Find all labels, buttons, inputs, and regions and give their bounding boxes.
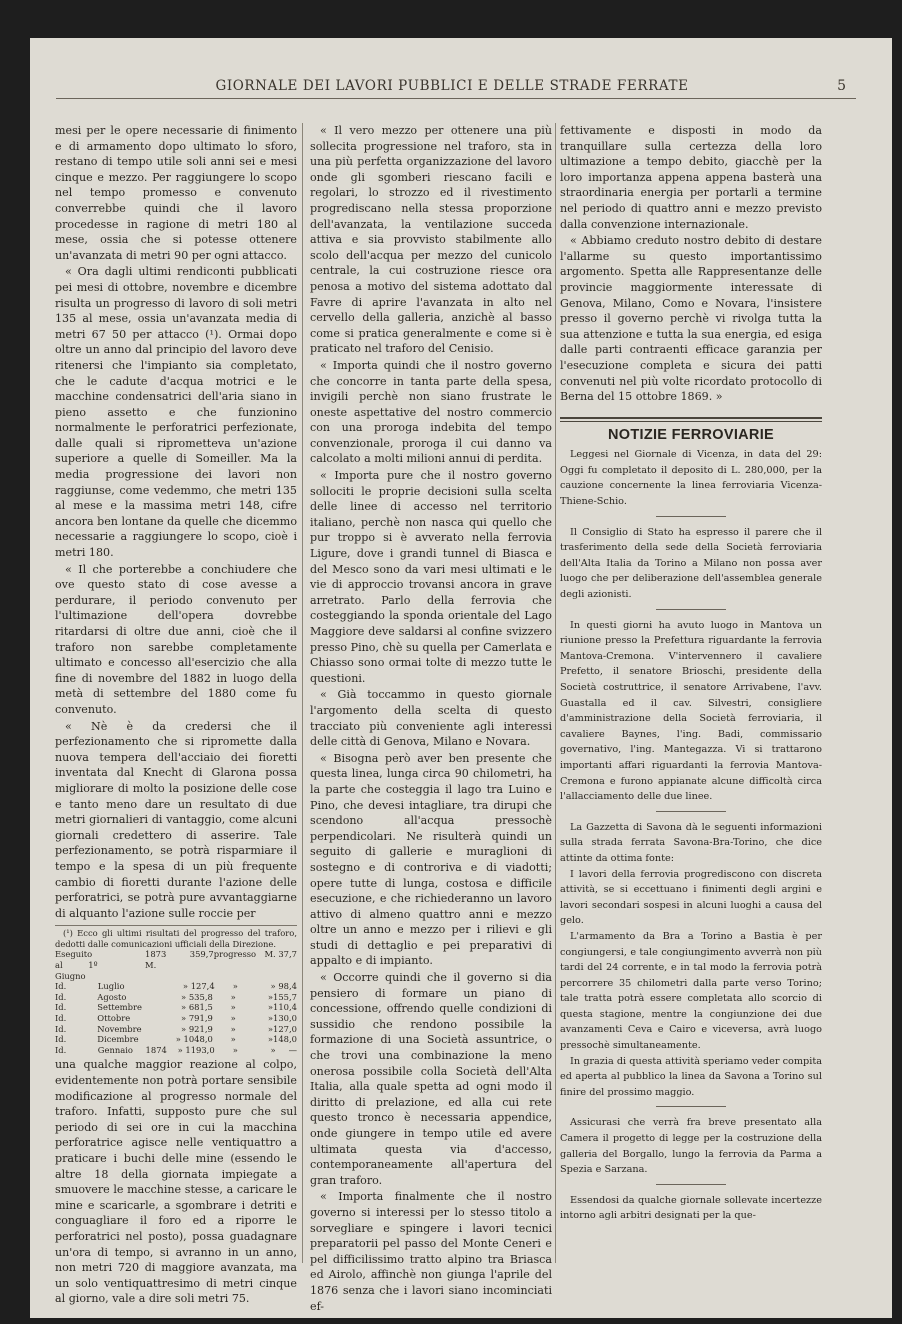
footnote-cell: »: [270, 981, 276, 992]
footnote-head: (¹) Ecco gli ultimi risultati del progresso del traforo, dedotti dalle comunicazioni ufficiali della Direzione.: [55, 928, 297, 949]
footnote-cell: »: [230, 1034, 236, 1045]
footnote-cell: » 127,4: [182, 981, 215, 992]
paragraph: mesi per le opere necessarie di finimento e di armamento dopo ultimato lo sforo, restano di tempo utile soli anni sei e mesi cinque e mezzo. Per raggiungere lo scopo nel tempo promesso e convenuto converrebbe quindi che il lavoro procedesse in ragione di metri 180 al mese, ossia che si potesse ottenere un'avanzata di metri 90 per ogni attacco.: [55, 124, 297, 262]
section-rule-thin: [560, 421, 822, 422]
footnote-row: [55, 1024, 297, 1035]
news-item: Leggesi nel Giornale di Vicenza, in data del 29: Oggi fu completato il deposito di L. 280,000, per la cauzione concernente la linea ferroviaria Vicenza-Thiene-Schio.: [560, 449, 822, 508]
column-divider: [555, 123, 556, 1263]
footnote-cell: Agosto: [97, 991, 127, 1002]
footnote-cell: 1874: [145, 1044, 167, 1055]
footnote-cell: [146, 981, 176, 992]
paragraph: « Importa quindi che il nostro governo che concorre in tanta parte della spesa, invigili perchè non siano frustrate le oneste aspettative del nostro commercio con una proroga indebita del tempo convenzionale, proroga il cui danno va calcolato a molti milioni annui di perdita.: [310, 358, 552, 466]
paragraph: « Nè è da credersi che il perfezionamento che si ripromette dalla nuova tempera dell'acciaio dei fioretti inventata dal Knecht di Glarona possa migliorare di molto la posizione delle cose e tanto meno dare un resultato di due metri giornalieri di vantaggio, come alcuni giornali credettero di asserire. Tale perfezionamento, se potrà risparmiare il tempo e la spesa di un più frequente cambio di fioretti durante l'azione delle perforatrici, se potrà pure avvantaggiarne di alquanto l'azione sulle roccie per: [55, 719, 297, 920]
footnote-cell: [98, 949, 145, 981]
footnote-cell: Id.: [55, 1002, 67, 1013]
paragraph: « Il che porterebbe a conchiudere che ove questo stato di cose avesse a perdurare, il periodo convenuto per l'ultimazione dell'opera dovrebbe ritardarsi di oltre due anni, cioè che il traforo non sarebbe completamente ultimato e concesso all'esercizio che alla fine di novembre del 1882 in luogo della metà di settembre del 1880 come fu convenuto.: [55, 562, 297, 716]
section-rule: [560, 417, 822, 419]
footnote-cell: 359,7: [189, 949, 214, 960]
footnote: [55, 925, 297, 1055]
paragraph: « Importa pure che il nostro governo sollociti le proprie decisioni sulla scelta delle linee di accesso nel territorio italiano, perchè non nasca qui quello che pur troppo si è avverato nella ferrovia Ligure, dove i grandi tunnel di Biasca e del Mesco sono da vari mesi ultimati e le vie di approccio trovansi ancora in grave arretrato. Parlo della ferrovia che costeggiando la sponda orientale del Lago Maggiore deve saldarsi al confine svizzero presso Pino, chè su quella per Camerlata e Chiasso sono ormai tolte di mezzo tutte le questioni.: [310, 469, 552, 685]
paragraph: « Bisogna però aver ben presente che questa linea, lunga circa 90 chilometri, ha la parte che costeggia il lago tra Luino e Pino, che devesi intagliare, tra dirupi che scendono all'acqua pressochè perpendicolari. Ne risulterà quindi un seguito di gallerie e muraglioni di sostegno e di controriva e di viadotti; opere tutte di lunga, costosa e difficile esecuzione, e che richiederanno un lavoro attivo di almeno quattro anni e mezzo oltre un anno e mezzo per i rilievi e gli studi di dettaglio e pei preparativi di appalto e di impianto.: [310, 751, 552, 968]
footnote-cell: Id.: [55, 991, 67, 1002]
footnote-cell: Ottobre: [97, 1013, 131, 1024]
column-divider: [302, 123, 303, 1263]
news-item: La Gazzetta di Savona dà le seguenti informazioni sulla strada ferrata Savona-Bra-Torino, che dice attinte da ottima fonte:: [560, 821, 822, 864]
footnote-cell: »: [230, 1013, 236, 1024]
paragraph: « Importa finalmente che il nostro governo si interessi per lo stesso titolo a sorvegliare e spingere i lavori tecnici preparatorii pel passo del Monte Ceneri e pel difficilissimo tratto alpino tra Briasca ed Airolo, affinchè non giunga l'aprile del 1876 senza che i lavori siano incominciati ef-: [310, 1190, 552, 1313]
section-title: NOTIZIE FERROVIARIE: [607, 426, 774, 443]
footnote-cell: Settembre: [97, 1002, 142, 1013]
footnote-row: [55, 949, 297, 981]
footnote-cell: »: [270, 1044, 276, 1055]
footnote-cell: »: [267, 1034, 274, 1045]
footnote-cell: 127,0: [273, 1023, 297, 1034]
footnote-cell: »: [230, 991, 236, 1002]
footnote-cell: Novembre: [97, 1023, 142, 1034]
footnote-cell: —: [288, 1044, 297, 1055]
column-3: [560, 123, 822, 1224]
footnote-cell: M.: [264, 949, 276, 960]
separator: [656, 1184, 726, 1185]
paragraph: « Già toccammo in questo giornale l'argomento della scelta di questo tracciato più conveniente agli interessi delle città di Genova, Milano e Novara.: [310, 688, 552, 749]
footnote-cell: Id.: [55, 1034, 67, 1045]
footnote-cell: [144, 1024, 173, 1035]
footnote-cell: 1873 M.: [145, 949, 167, 971]
footnote-cell: [144, 992, 173, 1003]
footnote-cell: » 921,9: [181, 1023, 213, 1034]
footnote-cell: [144, 1013, 173, 1024]
footnote-cell: Dicembre: [97, 1034, 139, 1045]
paragraph: fettivamente e disposti in modo da tranquillare sulla certezza della loro ultimazione a tempo debito, giacchè per la loro importanza appena appena basterà una straordinaria energia per portarli a termine nel periodo di quattro anni e mezzo previsto dalla convenzione internazionale.: [560, 124, 822, 231]
news-item: Il Consiglio di Stato ha espresso il parere che il trasferimento della sede della Società ferroviaria dell'Alta Italia da Torino a Milano non possa aver luogo che per deliberazione dell'assemblea generale degli azionisti.: [560, 526, 822, 601]
news-item: In questi giorni ha avuto luogo in Mantova un riunione presso la Prefettura riguardante la ferrovia Mantova-Cremona. V'intervennero il cavaliere Prefetto, il senatore Brioschi, presidente della Società costruttrice, il senatore Arrivabene, l'avv. Guastalla ed il cav. Silvestri, consigliere d'amministrazione della Società ferroviaria, il cavaliere Baynes, l'ing. Badi, commissario governativo, l'ing. Mantegazza. Vi si trattarono importanti affari riguardanti la ferrovia Mantova-Cremona e furono appianate alcune difficoltà circa l'allacciamento delle due linee.: [560, 619, 822, 803]
footnote-cell: » 681,5: [181, 1002, 213, 1013]
footnote-cell: »: [232, 1044, 238, 1055]
separator: [656, 516, 726, 517]
footnote-cell: 110,4: [273, 1002, 297, 1013]
footnote-cell: 98,4: [278, 981, 297, 992]
newspaper-page: [30, 38, 892, 1318]
paragraph: una qualche maggior reazione al colpo, evidentemente non potrà portare sensibile modificazione al progresso normale del traforo. Infatti, supposto pure che sul periodo di sei ore in cui la macchina perforatrice agisce nelle ventiquattro a praticare i buchi delle mine (essendo le altre 18 della giornata impiegate a smuovere le macchine stesse, a caricare le mine e scaricarle, a sgombrare i detriti e conguagliare il foro ed a riporre le perforatrici nel posto), possa guadagnare un'ora di tempo, si avranno in un anno, non metri 720 di maggiore avanzata, ma un solo ventiquattresimo di metri cinque al giorno, vale a dire soli metri 75.: [55, 1058, 297, 1306]
footnote-cell: [144, 1034, 173, 1045]
news-item: Assicurasi che verrà fra breve presentato alla Camera il progetto di legge per la costruzione della galleria del Borgallo, lungo la ferrovia da Parma a Spezia e Sarzana.: [560, 1117, 822, 1176]
column-1: [55, 123, 297, 1308]
footnote-row: [55, 1013, 297, 1024]
footnote-cell: 148,0: [273, 1034, 297, 1045]
footnote-cell: »: [267, 1002, 274, 1013]
footnote-row: [55, 1045, 297, 1056]
footnote-cell: » 1048,0: [175, 1034, 213, 1045]
header-rule: [56, 98, 856, 99]
footnote-cell: 155,7: [273, 991, 297, 1002]
paragraph: « Occorre quindi che il governo si dia pensiero di formare un piano di concessione, offrendo quelle condizioni di sussidio che rendono possibile la formazione di una Società assuntrice, o che trovi una combinazione la meno onerosa possibile colla Società dell'Alta Italia, alla quale spetta ad ogni modo il diritto di prelazione, ed alla cui rete questo tronco è necessaria appendice, onde giungere in tempo utile ed avere ultimata questa via d'accesso, contemporaneamente all'apertura del gran traforo.: [310, 971, 552, 1187]
news-item: In grazia di questa attività speriamo veder compita ed aperta al pubblico la linea da Savona a Torino sul finire del prossimo maggio.: [560, 1055, 822, 1098]
news-item: Essendosi da qualche giornale sollevate incertezze intorno agli arbitri designati per la que-: [560, 1194, 822, 1222]
footnote-cell: Id.: [55, 981, 67, 992]
footnote-cell: »: [230, 1002, 236, 1013]
column-2: [310, 123, 552, 1315]
paragraph: « Abbiamo creduto nostro debito di destare l'allarme su questo importantissimo argomento. Spetta alle Rappresentanze delle provincie maggiormente interessate di Genova, Milano, Como e Novara, l'insistere presso il governo perchè vi rivolga tutta la sua attenzione e tutta la sua energia, ed esiga dalle parti contraenti efficace garanzia per l'esecuzione completa e sicura dei patti convenuti nel più volte ricordato protocollo di Berna del 15 ottobre 1869. »: [560, 234, 822, 404]
footnote-cell: Id.: [55, 1013, 67, 1024]
footnote-cell: »: [230, 1023, 236, 1034]
footnote-cell: Id.: [55, 1023, 67, 1034]
paragraph: « Il vero mezzo per ottenere una più sollecita progressione nel traforo, sta in una più perfetta organizzazione del lavoro onde gli sgomberi riescano facili e regolari, lo strozzo ed il rivestimento progrediscano nella stessa proporzione dell'avanzata, la ventilazione succeda attiva e sia provvisto stabilmente allo scolo dell'acqua per mezzo del cunicolo centrale, la cui costruzione riesce ora penosa a motivo del sistema adottato dal Favre di aprire l'avanzata in alto nel cervello della galleria, anzichè al basso come si pratica generalmente e come si è praticato nel traforo del Cenisio.: [310, 124, 552, 356]
footnote-row: [55, 1034, 297, 1045]
footnote-cell: Id.: [55, 1044, 67, 1055]
footnote-cell: » 791,9: [181, 1013, 213, 1024]
paragraph: « Ora dagli ultimi rendiconti pubblicati pei mesi di ottobre, novembre e dicembre risulta un progresso di lavoro di soli metri 135 al mese, ossia un'avanzata media di metri 67 50 per attacco (¹). Ormai dopo oltre un anno dal principio del lavoro deve ritenersi che l'impianto sia completato, che le cadute d'acqua motrici e le macchine condensatrici dell'aria siano in pieno assetto e che funzionino normalmente le perforatrici perfezionate, dalle quali si riprometteva un'azione superiore a quelle di Someiller. Ma la media progressione dei lavori non raggiunse, come vedemmo, che metri 135 al mese e la massima metri 148, cifre ancora ben lontane da quelle che dicemmo necessarie a raggiungere lo scopo, cioè i metri 180.: [55, 265, 297, 560]
footnote-cell: »: [232, 981, 238, 992]
footnote-cell: Gennaio: [97, 1044, 133, 1055]
footnote-table: [55, 949, 297, 1055]
separator: [656, 811, 726, 812]
footnote-cell: 37,7: [278, 949, 297, 960]
footnote-row: [55, 981, 297, 992]
separator: [656, 1106, 726, 1107]
footnote-row: [55, 992, 297, 1003]
footnote-row: [55, 1002, 297, 1013]
separator: [656, 609, 726, 610]
footnote-cell: » 535,8: [181, 991, 213, 1002]
page-number: 5: [837, 78, 846, 94]
footnote-cell: 130,0: [273, 1013, 297, 1024]
news-item: I lavori della ferrovia progrediscono con discreta attività, se si eccettuano i finimenti degli argini e lavori secondari sospesi in alcuni luoghi a causa del gelo.: [560, 868, 822, 927]
news-list: [560, 447, 822, 1224]
footnote-cell: Eseguito al 1º Giugno: [55, 949, 98, 981]
footnote-cell: »: [267, 1023, 274, 1034]
footnote-cell: »: [267, 1013, 274, 1024]
footnote-cell: [144, 1002, 173, 1013]
footnote-cell: » 1193,0: [177, 1044, 215, 1055]
footnote-cell: »: [267, 991, 274, 1002]
news-item: L'armamento da Bra a Torino a Bastia è per congiungersi, e tale congiungimento avverrà non più tardi del 24 corrente, e in tal modo la ferrovia potrà percorrere 35 chilometri dalla parte verso Torino; tale tratta potrà essere completata allo scorcio di questa stagione, mentre la congiunzione dei due avanzamenti Ceva e Cairo e viceversa, avrà luogo pressochè simultaneamente.: [560, 930, 822, 1052]
footnote-cell: progresso: [213, 949, 257, 960]
footnote-cell: Luglio: [97, 981, 125, 992]
running-head: GIORNALE DEI LAVORI PUBBLICI E DELLE STRADE FERRATE: [215, 78, 689, 94]
